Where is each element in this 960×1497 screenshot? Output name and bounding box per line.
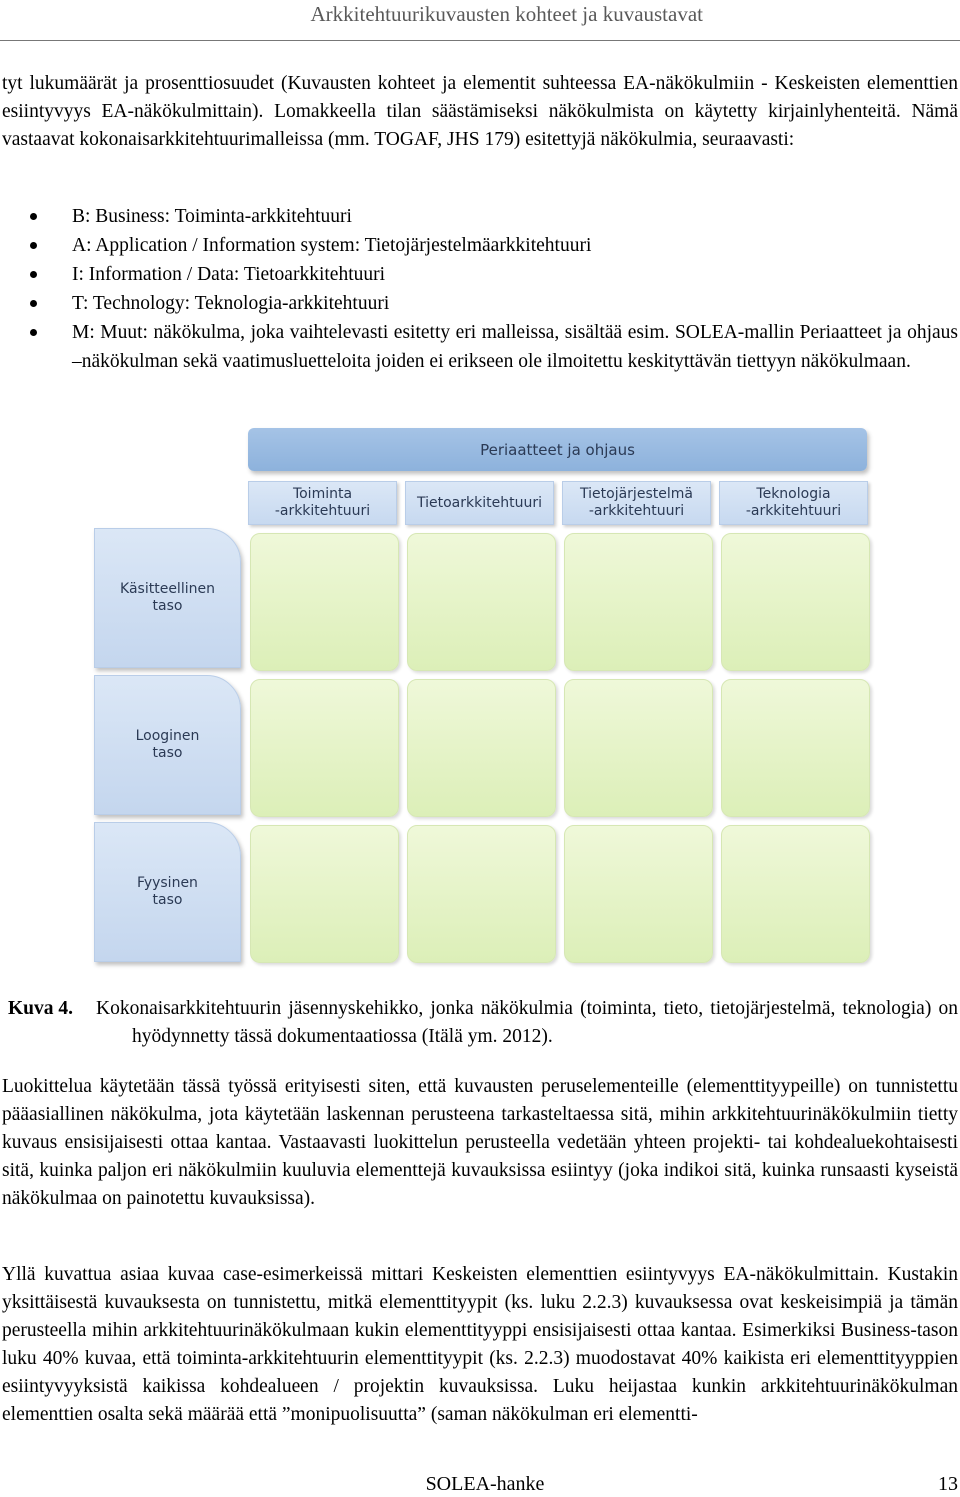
page-number: 13 (938, 1473, 958, 1495)
body-paragraph-2 (2, 1261, 958, 1429)
architecture-framework-diagram (90, 425, 880, 970)
body-paragraph-1 (2, 1073, 958, 1213)
grid-cell (721, 679, 870, 817)
column-header: Teknologia -arkkitehtuuri (719, 481, 868, 525)
grid-cell (250, 679, 399, 817)
bullet-icon (30, 329, 37, 336)
grid-cell (564, 825, 713, 963)
list-item-text: T: Technology: Teknologia-arkkitehtuuri (72, 293, 390, 314)
list-item-text: B: Business: Toiminta-arkkitehtuuri (72, 206, 352, 227)
list-item-text: I: Information / Data: Tietoarkkitehtuuri (72, 264, 386, 285)
header-rule (0, 40, 960, 41)
row-header: Fyysinen taso (94, 822, 241, 962)
list-item (0, 231, 960, 260)
footer-title: SOLEA-hanke (425, 1473, 545, 1495)
grid-cell (564, 533, 713, 671)
paragraph-text: Yllä kuvattua asiaa kuvaa case-esimerkeissä mittari Keskeisten elementtien esiintyvyys EA-näkökulmittain. Kustakin yksittäisestä kuvauksesta on tunnistettu, mitkä elementtityypit (ks. luku 2.2.3) kuvauksessa ovat keskeisimpiä ja tämän perusteella mihin arkkitehtuurinäkökulmaan kukin elementtityyppi ensisijaisesti ottaa kantaa. Esimerkiksi Business-tason luku 40% kuvaa, että toiminta-arkkitehtuurin elementtityypit (ks. 2.2.3) muodostavat 40% kaikista eri elementtityyppien esiintyvyyksistä kaikissa kohdealueen / projektin kuvauksissa. Luku heijastaa kunkin arkkitehtuurinäkökulman elementtien osalta sekä määrää että ”monipuolisuutta” (saman näkökulman eri elementti- (2, 1264, 958, 1425)
list-item (0, 318, 960, 376)
grid-cell (250, 825, 399, 963)
bullet-icon (30, 242, 37, 249)
column-header: Toiminta -arkkitehtuuri (248, 481, 397, 525)
bullet-icon (30, 271, 37, 278)
grid-cell (564, 679, 713, 817)
bullet-list (0, 202, 960, 376)
list-item-text: A: Application / Information system: Tietojärjestelmäarkkitehtuuri (72, 235, 592, 256)
grid-cell (407, 679, 556, 817)
grid-cell (721, 533, 870, 671)
grid-cell (721, 825, 870, 963)
grid-cell (407, 533, 556, 671)
caption-label: Kuva 4. (8, 998, 74, 1019)
bullet-icon (30, 300, 37, 307)
figure-caption (0, 995, 960, 1051)
grid-cell (250, 533, 399, 671)
list-item (0, 289, 960, 318)
paragraph-text: Luokittelua käytetään tässä työssä erityisesti siten, että kuvausten peruselementeille (elementtityypeille) on tunnistettu pääasiallinen näkökulma, jota käytetään laskennan perusteena tarkasteltaessa sitä, mihin arkkitehtuurinäkökulmiin tietty kuvaus ensisijaisesti ottaa kantaa. Vastaavasti luokittelun perusteella vedetään yhteen projekti- tai kohdealuekohtaisesti sitä, kuinka paljon eri näkökulmiin kuuluvia elementtejä kuvauksissa esiintyy (joka indikoi sitä, kuinka runsaasti kyseistä näkökulmaa on painotettu kuvauksissa). (2, 1076, 958, 1209)
page-header: Arkkitehtuurikuvausten kohteet ja kuvaustavat (310, 2, 703, 26)
grid-cell (407, 825, 556, 963)
caption-text: Kokonaisarkkitehtuurin jäsennyskehikko, jonka näkökulmia (toiminta, tieto, tietojärjestelmä, teknologia) on hyödynnetty tässä dokumentaatiossa (Itälä ym. 2012). (96, 998, 958, 1047)
intro-text: tyt lukumäärät ja prosenttiosuudet (Kuvausten kohteet ja elementit suhteessa EA-näkökulmiin - Keskeisten elementtien esiintyvyys EA-näkökulmittain). Lomakkeella tilan säästämiseksi näkökulmista on käytetty kirjainlyhenteitä. Nämä vastaavat kokonaisarkkitehtuurimalleissa (mm. TOGAF, JHS 179) esitettyjä näkökulmia, seuraavasti: (2, 73, 958, 150)
intro-paragraph (2, 70, 958, 154)
list-item (0, 260, 960, 289)
diagram-banner: Periaatteet ja ohjaus (248, 428, 867, 471)
bullet-icon (30, 213, 37, 220)
row-header: Looginen taso (94, 675, 241, 815)
column-header: Tietoarkkitehtuuri (405, 481, 554, 525)
row-header: Käsitteellinen taso (94, 528, 241, 668)
column-header: Tietojärjestelmä -arkkitehtuuri (562, 481, 711, 525)
list-item-text: M: Muut: näkökulma, joka vaihtelevasti esitetty eri malleissa, sisältää esim. SOLEA-mallin Periaatteet ja ohjaus –näkökulman sekä vaatimusluetteloita joiden ei erikseen ole ilmoitettu keskityttävän tiettyyn näkökulmaan. (72, 322, 958, 372)
list-item (0, 202, 960, 231)
